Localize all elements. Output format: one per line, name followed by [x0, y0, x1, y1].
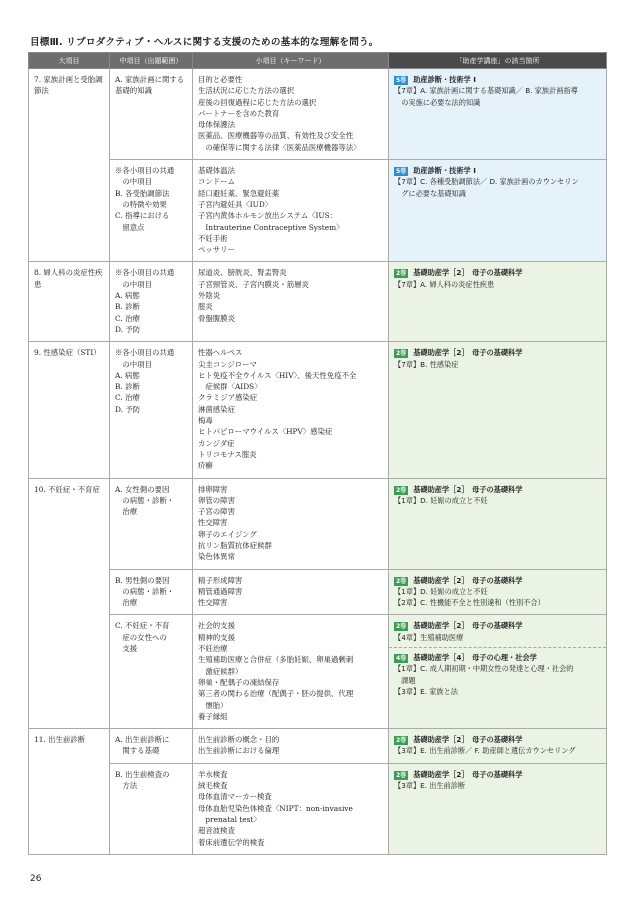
text-line: 外陰炎: [198, 291, 221, 301]
reference-title-line: [394, 347, 601, 358]
text-line: 不妊治療: [198, 644, 228, 654]
text-line: Intrauterine Contraceptive System〉: [198, 222, 344, 232]
reference-divider: [389, 647, 606, 648]
text-line: 精子形成障害: [198, 575, 243, 585]
mid-item-cell: [110, 763, 193, 854]
text-line: 染色体異常: [198, 552, 235, 562]
volume-badge: 2巻: [396, 350, 407, 358]
text-line: 【1章】D. 妊娠の成立と不妊: [394, 586, 488, 596]
table-row: [29, 478, 607, 569]
text-line: 梅毒: [198, 416, 213, 426]
reference-cell: [389, 763, 607, 854]
text-line: ※各小項目の共通: [115, 268, 175, 278]
text-line: の病態・診断・: [115, 495, 175, 505]
table-row: [29, 342, 607, 478]
table-row: [29, 262, 607, 342]
reference-cell: [389, 69, 607, 160]
mid-item-cell: [110, 342, 193, 478]
text-line: 【3章】E. 家族と法: [394, 686, 458, 696]
text-line: 性交障害: [198, 518, 228, 528]
text-line: グに必要な基礎知識: [394, 188, 466, 198]
text-line: 尿道炎、膀胱炎、腎盂腎炎: [198, 268, 287, 278]
text-line: 出生前診断の概念・目的: [198, 735, 280, 745]
text-line: 【1章】C. 成人期初期・中期女性の発達と心理・社会的: [394, 664, 574, 674]
text-line: 第三者の関わる治療（配偶子・胚の提供、代理: [198, 689, 354, 699]
major-item-cell: 7. 家族計画と受胎調節法: [29, 69, 110, 262]
reference-title: 基礎助産学［2］ 母子の基礎科学: [413, 621, 523, 631]
syllabus-table: [28, 52, 607, 855]
text-line: 養子縁組: [198, 711, 228, 721]
text-line: D. 予防: [115, 324, 141, 334]
reference-cell: [389, 729, 607, 764]
reference-title: 基礎助産学［2］ 母子の基礎科学: [413, 735, 523, 745]
text-line: 超音波検査: [198, 826, 235, 836]
major-item-cell: 8. 婦人科の炎症性疾患: [29, 262, 110, 342]
small-item-cell: [193, 69, 389, 160]
text-line: 【1章】D. 妊娠の成立と不妊: [394, 495, 488, 505]
volume-badge: 2巻: [396, 737, 407, 745]
reference-title-line: [394, 74, 601, 85]
text-line: A. 病態: [115, 370, 140, 380]
reference-title: 基礎助産学［2］ 母子の基礎科学: [413, 769, 523, 779]
text-line: C. 不妊症・不育: [115, 621, 170, 631]
reference-title-line: [394, 484, 601, 495]
text-line: 羊水検査: [198, 769, 228, 779]
table-row: [29, 69, 607, 160]
text-line: 卵巣・配偶子の凍結保存: [198, 677, 280, 687]
volume-badge: 2巻: [396, 577, 407, 585]
major-item-cell: 11. 出生前診断: [29, 729, 110, 855]
text-line: 【3章】E. 出生前診断: [394, 781, 466, 791]
volume-badge: 4巻: [396, 655, 407, 663]
reference-cell: [389, 262, 607, 342]
text-line: 【7章】B. 性感染症: [394, 359, 459, 369]
table-row: [29, 569, 607, 615]
text-line: 性器ヘルペス: [198, 348, 243, 358]
text-line: 産後の回復過程に応じた方法の選択: [198, 97, 317, 107]
table-header-row: [29, 53, 607, 69]
text-line: 方法: [115, 781, 138, 791]
text-line: の実施に必要な法的知識: [394, 97, 481, 107]
text-line: 精管通過障害: [198, 586, 243, 596]
text-line: の中項目: [115, 177, 152, 187]
text-line: カンジダ症: [198, 438, 235, 448]
mid-item-cell: [110, 729, 193, 764]
text-line: 性交障害: [198, 598, 228, 608]
text-line: 子宮頸管炎、子宮内膜炎・筋層炎: [198, 279, 309, 289]
text-line: 生活状況に応じた方法の選択: [198, 86, 295, 96]
header-major: 大項目: [29, 53, 110, 69]
reference-title-line: [394, 165, 601, 176]
reference-cell: [389, 160, 607, 262]
text-line: 母体保護法: [198, 120, 235, 130]
text-line: 支援: [115, 644, 138, 654]
text-line: B. 診断: [115, 302, 140, 312]
text-line: 医薬品、医療機器等の品質、有効性及び安全性: [198, 131, 354, 141]
reference-title: 基礎助産学［2］ 母子の基礎科学: [413, 575, 523, 585]
volume-badge: 2巻: [396, 623, 407, 631]
text-line: B. 各受胎調節法: [115, 188, 170, 198]
text-line: 症候群〈AIDS〉: [198, 382, 262, 392]
text-line: ※各小項目の共通: [115, 166, 175, 176]
text-line: 子宮内避妊具〈IUD〉: [198, 199, 273, 209]
reference-title-line: [394, 620, 601, 631]
text-line: 出生前診断における倫理: [198, 746, 280, 756]
text-line: 【4章】生殖補助医療: [394, 632, 464, 642]
text-line: ※各小項目の共通: [115, 348, 175, 358]
small-item-cell: [193, 262, 389, 342]
text-line: prenatal test〉: [198, 814, 261, 824]
text-line: C. 指導における: [115, 211, 170, 221]
reference-title-line: [394, 575, 601, 586]
text-line: 症の女性への: [115, 632, 167, 642]
reference-title: 助産診断・技術学 I: [413, 166, 476, 176]
text-line: B. 男性側の要因: [115, 575, 170, 585]
reference-cell: [389, 615, 607, 729]
reference-title: 基礎助産学［2］ 母子の基礎科学: [413, 268, 523, 278]
table-row: [29, 615, 607, 729]
table-row: [29, 160, 607, 262]
reference-cell: [389, 342, 607, 478]
text-line: ペッサリー: [198, 245, 235, 255]
text-line: 関する基礎: [115, 746, 160, 756]
text-line: A. 女性側の要因: [115, 484, 170, 494]
text-line: 不妊手術: [198, 233, 228, 243]
text-line: 尖圭コンジローマ: [198, 359, 257, 369]
text-line: A. 出生前診断に: [115, 735, 170, 745]
reference-cell: [389, 569, 607, 615]
text-line: C. 治療: [115, 313, 140, 323]
table-body: [29, 69, 607, 855]
small-item-cell: [193, 342, 389, 478]
major-item-cell: 10. 不妊症・不育症: [29, 478, 110, 729]
reference-title-line: [394, 267, 601, 278]
text-line: 絨毛検査: [198, 781, 228, 791]
reference-title: 基礎助産学［4］ 母子の心理・社会学: [413, 653, 537, 663]
text-line: 目的と必要性: [198, 75, 243, 84]
text-line: 【7章】A. 家族計画に関する基礎知識／ B. 家族計画指導: [394, 86, 578, 96]
header-small: 小項目（キーワード）: [193, 53, 389, 69]
text-line: 抗リン脂質抗体症候群: [198, 540, 272, 550]
text-line: 経口避妊薬、緊急避妊薬: [198, 188, 280, 198]
text-line: A. 家族計画に関する基礎的知識: [115, 75, 185, 96]
small-item-cell: [193, 729, 389, 764]
text-line: の特徴や効果: [115, 199, 167, 209]
mid-item-cell: [110, 615, 193, 729]
reference-title: 基礎助産学［2］ 母子の基礎科学: [413, 348, 523, 358]
text-line: ヒト免疫不全ウイルス〈HIV〉、後天性免疫不全: [198, 370, 357, 380]
text-line: 治療: [115, 598, 138, 608]
text-line: 留意点: [115, 222, 145, 232]
text-line: の中項目: [115, 359, 152, 369]
text-line: 精神的支援: [198, 632, 235, 642]
text-line: 着床前遺伝学的検査: [198, 837, 265, 847]
text-line: 母体血胎児染色体検査〈NIPT：non-invasive: [198, 803, 353, 813]
mid-item-cell: [110, 262, 193, 342]
text-line: コンドーム: [198, 177, 235, 187]
text-line: D. 予防: [115, 404, 141, 414]
reference-title-line: [394, 652, 601, 663]
text-line: A. 病態: [115, 291, 140, 301]
text-line: 子宮の障害: [198, 507, 235, 517]
text-line: 腟炎: [198, 302, 213, 312]
text-line: 疥癬: [198, 461, 213, 471]
text-line: 卵子のエイジング: [198, 529, 257, 539]
text-line: 排卵障害: [198, 484, 228, 494]
text-line: パートナーを含めた教育: [198, 108, 280, 118]
text-line: の病態・診断・: [115, 586, 175, 596]
mid-item-cell: [110, 478, 193, 569]
table-row: [29, 763, 607, 854]
text-line: 子宮内黄体ホルモン放出システム〈IUS：: [198, 211, 338, 221]
text-line: 基礎体温法: [198, 166, 235, 176]
volume-badge: 5巻: [396, 77, 407, 84]
text-line: クラミジア感染症: [198, 393, 258, 403]
page-heading: 目標Ⅲ. リプロダクティブ・ヘルスに関する支援のための基本的な理解を問う。: [30, 37, 379, 48]
volume-badge: 2巻: [396, 486, 407, 494]
text-line: 卵管の障害: [198, 495, 235, 505]
text-line: 生殖補助医療と合併症（多胎妊娠、卵巣過剰刺: [198, 655, 354, 665]
volume-badge: 2巻: [396, 270, 407, 278]
small-item-cell: [193, 160, 389, 262]
reference-title: 基礎助産学［2］ 母子の基礎科学: [413, 484, 523, 494]
reference-cell: [389, 478, 607, 569]
text-line: 【3章】E. 出生前診断／ F. 助産師と遺伝カウンセリング: [394, 746, 576, 756]
table-row: [29, 729, 607, 764]
major-item-cell: 9. 性感染症（STI）: [29, 342, 110, 478]
header-mid: 中項目（出題範囲）: [110, 53, 193, 69]
text-line: 【7章】A. 婦人科の炎症性疾患: [394, 279, 495, 289]
text-line: 激症候群）: [198, 666, 243, 676]
mid-item-cell: [110, 160, 193, 262]
text-line: 社会的支援: [198, 621, 235, 631]
volume-badge: 2巻: [396, 771, 407, 779]
text-line: 課題: [394, 675, 416, 685]
page-number: 26: [30, 874, 42, 884]
text-line: 【7章】C. 各種受胎調節法／ D. 家族計画のカウンセリン: [394, 177, 579, 187]
text-line: 懐胎）: [198, 700, 228, 710]
text-line: 母体血清マーカー検査: [198, 792, 272, 802]
text-line: ヒトパピローマウイルス〈HPV〉感染症: [198, 427, 333, 437]
text-line: C. 治療: [115, 393, 140, 403]
text-line: 骨盤腹膜炎: [198, 313, 235, 323]
text-line: の確保等に関する法律〈医薬品医療機器等法〉: [198, 142, 361, 152]
volume-badge: 5巻: [396, 168, 407, 176]
reference-title-line: [394, 769, 601, 780]
header-reference: 「助産学講座」の該当箇所: [389, 53, 607, 69]
text-line: 治療: [115, 507, 138, 517]
small-item-cell: [193, 569, 389, 615]
text-line: の中項目: [115, 279, 152, 289]
text-line: 淋菌感染症: [198, 404, 235, 414]
small-item-cell: [193, 478, 389, 569]
reference-title-line: [394, 734, 601, 745]
mid-item-cell: [110, 69, 193, 160]
reference-title: 助産診断・技術学 I: [413, 75, 476, 84]
small-item-cell: [193, 615, 389, 729]
small-item-cell: [193, 763, 389, 854]
text-line: トリコモナス腟炎: [198, 449, 257, 459]
text-line: B. 出生前検査の: [115, 769, 170, 779]
mid-item-cell: [110, 569, 193, 615]
text-line: 【2章】C. 性機能不全と性別違和（性別不合）: [394, 598, 545, 608]
text-line: B. 診断: [115, 382, 140, 392]
